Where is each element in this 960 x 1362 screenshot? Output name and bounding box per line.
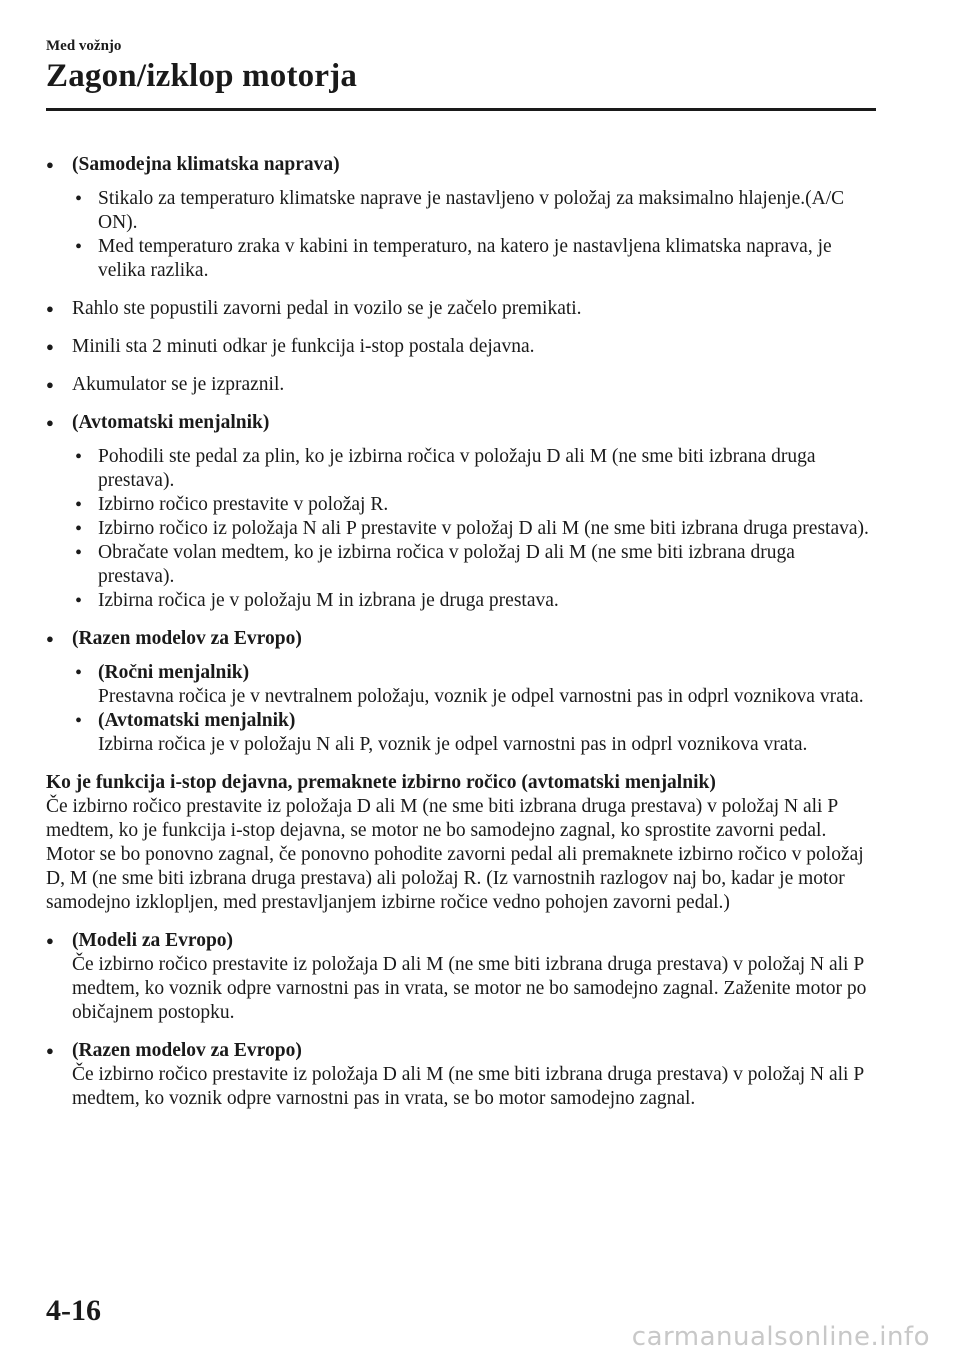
list-item: ● Rahlo ste popustili zavorni pedal in vozilo se je začelo premikati.: [46, 297, 876, 321]
list-item: ● Minili sta 2 minuti odkar je funkcija i-stop postala dejavna.: [46, 335, 876, 359]
watermark: carmanualsonline.info: [631, 1322, 930, 1352]
page-content: [46, 153, 876, 1125]
sub-item-text: Prestavna ročica je v nevtralnem položaju, voznik je odpel varnostni pas in odprl voznikova vrata.: [98, 686, 864, 707]
item-text: Če izbirno ročico prestavite iz položaja D ali M (ne sme biti izbrana druga prestava) v položaj N ali P medtem, ko voznik odpre varnostni pas in vrata, se motor ne bo samodejno zagnal. Zaženite motor po običajnem postopku.: [72, 954, 867, 1023]
list-item: ● Akumulator se je izpraznil.: [46, 373, 876, 397]
paragraph-heading: Ko je funkcija i-stop dejavna, premaknete izbirno ročico (avtomatski menjalnik): [46, 772, 716, 793]
sub-item-heading: • (Avtomatski menjalnik): [98, 710, 296, 731]
sub-item: • Izbirno ročico iz položaja N ali P prestavite v položaj D ali M (ne sme biti izbrana druga prestava).: [72, 517, 876, 541]
sub-item: • Med temperaturo zraka v kabini in temperaturo, na katero je nastavljena klimatska naprava, je velika razlika.: [72, 235, 876, 283]
sub-item: • Izbirno ročico prestavite v položaj R.: [72, 493, 876, 517]
sub-item: • Obračate volan medtem, ko je izbirna ročica v položaj D ali M (ne sme biti izbrana druga prestava).: [72, 541, 876, 589]
list-item: [46, 929, 876, 1025]
info-paragraph: [46, 771, 876, 915]
sub-item: [72, 709, 876, 757]
sub-item: • Pohodili ste pedal za plin, ko je izbirna ročica v položaju D ali M (ne sme biti izbrana druga prestava).: [72, 445, 876, 493]
item-heading: ● (Avtomatski menjalnik): [72, 412, 270, 433]
item-heading: ● (Modeli za Evropo): [72, 930, 234, 951]
sub-item-heading: • (Ročni menjalnik): [98, 662, 250, 683]
section-label: Med vožnjo: [46, 38, 122, 54]
item-heading: ● (Razen modelov za Evropo): [72, 1040, 302, 1061]
paragraph-text: Če izbirno ročico prestavite iz položaja D ali M (ne sme biti izbrana druga prestava) v položaj N ali P medtem, ko je funkcija i-stop dejavna, se motor ne bo samodejno zagnal, ko sprostite zavorni pedal. Motor se bo ponovno zagnal, če ponovno pohodite zavorni pedal ali premaknete izbirno ročico v položaj D, M (ne sme biti izbrana druga prestava) ali položaj R. (Iz varnostnih razlogov naj bo, kadar je motor samodejno izklopljen, med prestavljanjem izbirne ročice vedno pohojen zavorni pedal.): [46, 796, 864, 913]
title-divider: [46, 108, 876, 111]
page-title: Zagon/izklop motorja: [46, 58, 358, 94]
item-heading: ● (Razen modelov za Evropo): [72, 628, 302, 649]
list-item: [46, 411, 876, 613]
list-item: [46, 627, 876, 757]
sub-item: • Izbirna ročica je v položaju M in izbrana je druga prestava.: [72, 589, 876, 613]
sub-item: • Stikalo za temperaturo klimatske naprave je nastavljeno v položaj za maksimalno hlajenje.(A/C ON).: [72, 187, 876, 235]
page-number: 4-16: [46, 1294, 101, 1327]
item-text: Če izbirno ročico prestavite iz položaja D ali M (ne sme biti izbrana druga prestava) v položaj N ali P medtem, ko voznik odpre varnostni pas in vrata, se bo motor samodejno zagnal.: [72, 1064, 864, 1109]
sub-item: [72, 661, 876, 709]
sub-item-text: Izbirna ročica je v položaju N ali P, voznik je odpel varnostni pas in odprl voznikova vrata.: [98, 734, 808, 755]
item-heading: ● (Samodejna klimatska naprava): [72, 154, 340, 175]
list-item: [46, 153, 876, 283]
list-item: [46, 1039, 876, 1111]
